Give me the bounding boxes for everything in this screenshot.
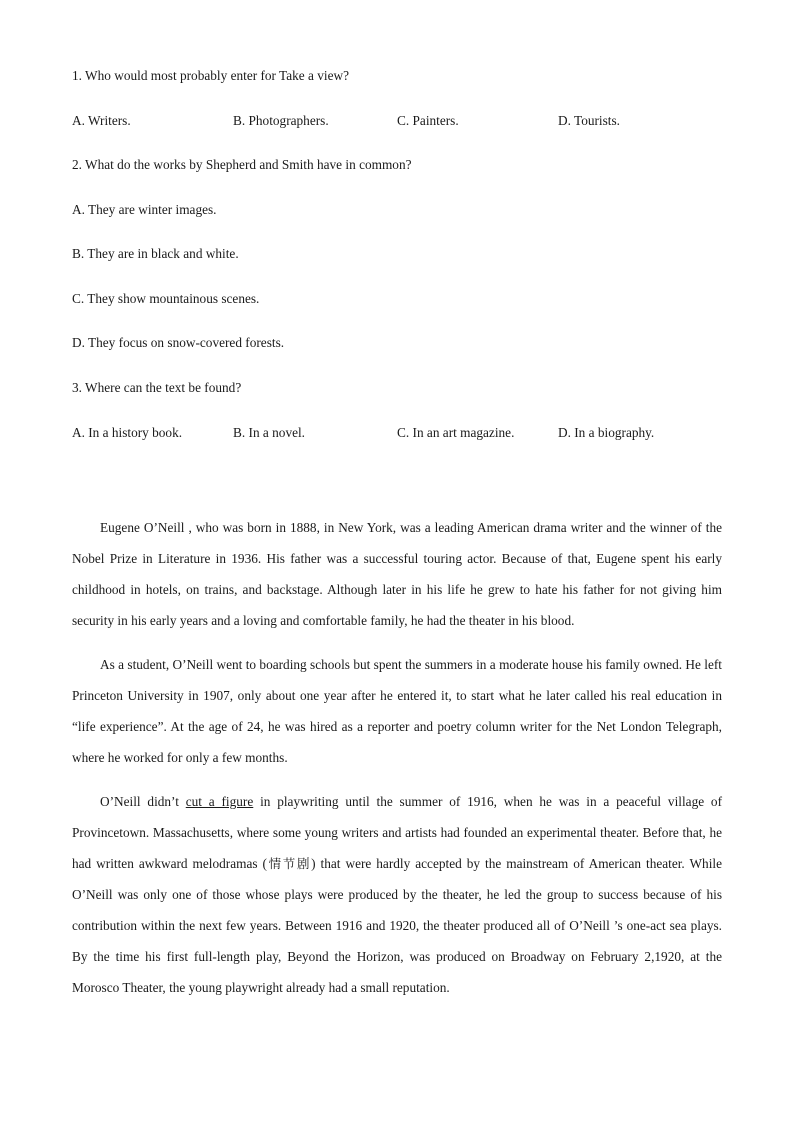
question-1-stem: 1. Who would most probably enter for Take a view? [72,68,350,83]
paragraph-3-text-middle: in playwriting until the summer of 1916, when he was in a peaceful village of Provincetown. Massachusetts, where some young writers and artists had founded an experimental theater. Before that, he had written awkward melodramas ( [72,794,722,871]
passage-paragraph-2: As a student, O’Neill went to boarding schools but spent the summers in a moderate house his family owned. He left Princeton University in 1907, only about one year after he entered it, to start what he later called his real education in “life experience”. At the age of 24, he was hired as a reporter and poetry column writer for the Net London Telegraph, where he worked for only a few months. [72,657,722,765]
paragraph-3-text-end: ) that were hardly accepted by the mainstream of American theater. While O’Neill was only one of those whose plays were produced by the theater, he led the group to success because of his contribution within the next few years. Between 1916 and 1920, the theater produced all of O’Neill ’s one-act sea plays. By the time his first full-length play, Beyond the Horizon, was produced on Broadway on February 2,1920, at the Morosco Theater, the young playwright already had a small reputation. [72,856,722,995]
question-2-option-d: D. They focus on snow-covered forests. [72,335,285,350]
paragraph-3-text-start: O’Neill didn’t [100,794,186,809]
underlined-phrase: cut a figure [185,794,254,809]
question-3-option-b: B. In a novel. [233,425,306,440]
passage-paragraph-1: Eugene O’Neill , who was born in 1888, in New York, was a leading American drama writer and the winner of the Nobel Prize in Literature in 1936. His father was a successful touring actor. Because of that, Eugene spent his early childhood in hotels, on trains, and backstage. Although later in his life he grew to hate his father for not giving him security in his early years and a loving and comfortable family, he had the theater in his blood. [72,520,722,628]
question-3-option-d: D. In a biography. [558,425,655,440]
question-1-option-c: C. Painters. [397,113,459,128]
question-2-stem: 2. What do the works by Shepherd and Smith have in common? [72,157,412,172]
question-2-option-a: A. They are winter images. [72,202,217,217]
question-2-option-b: B. They are in black and white. [72,246,239,261]
reading-passage [72,512,722,1016]
chinese-gloss: 情节剧 [266,856,312,871]
question-3-stem: 3. Where can the text be found? [72,380,242,395]
question-1-options [72,113,722,131]
question-1-option-a: A. Writers. [72,113,131,128]
question-3-option-c: C. In an art magazine. [397,425,515,440]
question-3-options [72,425,722,443]
question-1-option-b: B. Photographers. [233,113,329,128]
question-1-option-d: D. Tourists. [558,113,620,128]
question-2-option-c: C. They show mountainous scenes. [72,291,260,306]
question-3-option-a: A. In a history book. [72,425,183,440]
passage-paragraph-3 [72,786,722,1003]
